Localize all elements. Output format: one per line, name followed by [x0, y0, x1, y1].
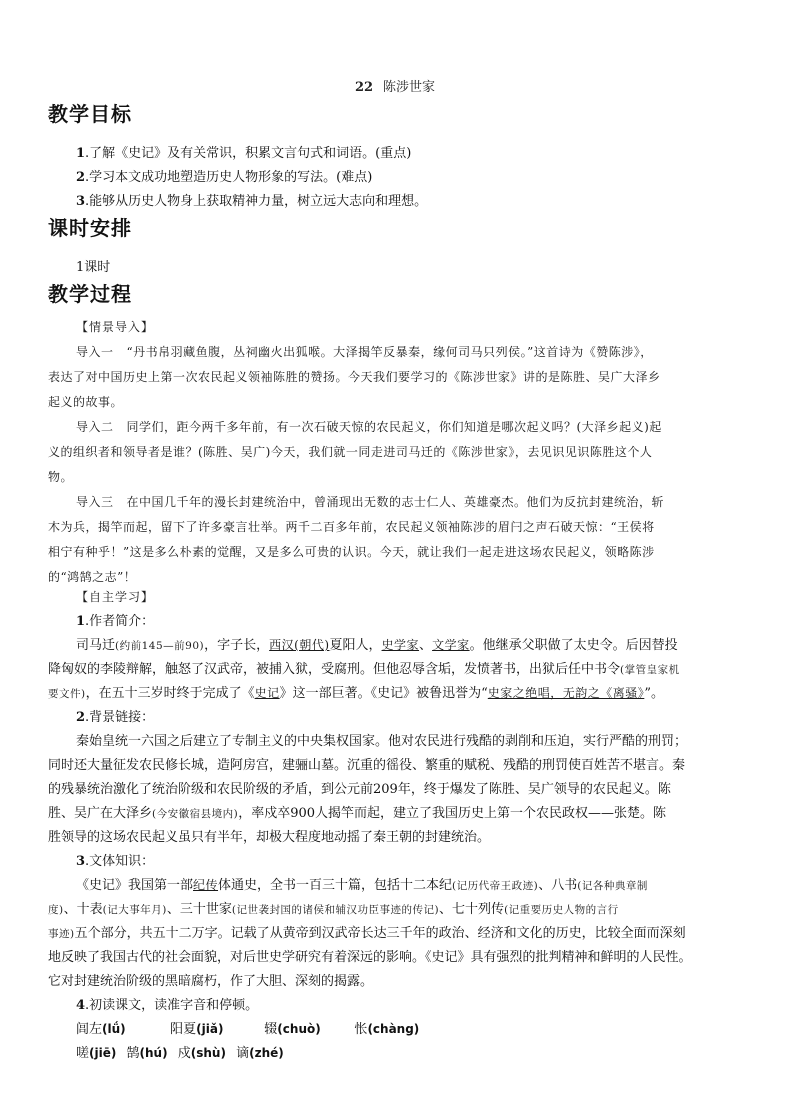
pronunciation-item: 阳夏(jiǎ)	[170, 1022, 224, 1037]
author-line-1: 司马迁(约前145—前90)，字子长，西汉(朝代)夏阳人，史学家、文学家。他继承父职做了太史令。后因替投	[76, 638, 678, 653]
intro-3-line-1: 导入三 在中国几千年的漫长封建统治中，曾涌现出无数的志士仁人、英雄豪杰。他们为反抗封建统治，斩	[76, 495, 664, 509]
intro-1-line-2: 表达了对中国历史上第一次农民起义领袖陈胜的赞扬。今天我们要学习的《陈涉世家》讲的是陈胜、吴广大泽乡	[48, 370, 661, 384]
section-genre-heading: 3.文体知识：	[76, 854, 155, 869]
genre-line-2: 度)、十表(记大事年月)、三十世家(记世袭封国的诸侯和辅汉功臣事迹的传记)、七十列传(记重要历史人物的言行	[48, 902, 619, 917]
pronunciation-item: 怅(chàng)	[354, 1022, 420, 1037]
genre-line-5: 它对封建统治阶级的黑暗腐朽，作了大胆、深刻的揭露。	[48, 974, 374, 989]
intro-2-line-3: 物。	[48, 470, 74, 484]
lesson-number: 22	[354, 80, 374, 95]
pronunciation-row-1	[76, 1018, 419, 1037]
author-line-2: 降匈奴的李陵辩解，触怒了汉武帝，被捕入狱，受腐刑。但他忍辱含垢，发愤著书，出狱后任中书令(掌管皇家机	[48, 662, 680, 677]
heading-schedule: 课时安排	[48, 216, 132, 240]
heading-goals: 教学目标	[48, 102, 132, 126]
intro-tag: 【情景导入】	[76, 320, 155, 334]
background-line-3: 的残暴统治激化了统治阶级和农民阶级的矛盾，到公元前209年，终于爆发了陈胜、吴广领导的农民起义。陈	[48, 782, 671, 797]
author-line-3: 要文件)，在五十三岁时终于完成了《史记》这一部巨著。《史记》被鲁迅誉为“史家之绝唱，无韵之《离骚》”。	[48, 686, 664, 701]
section-author-heading: 1.作者简介：	[76, 614, 155, 629]
goal-item-1: 1.了解《史记》及有关常识，积累文言句式和词语。(重点)	[76, 146, 412, 161]
background-line-1: 秦始皇统一六国之后建立了专制主义的中央集权国家。他对农民进行残酷的剥削和压迫，实行严酷的刑罚；	[76, 734, 688, 749]
goal-item-2: 2.学习本文成功地塑造历史人物形象的写法。(难点)	[76, 170, 373, 185]
intro-3-line-2: 木为兵，揭竿而起，留下了许多豪言壮举。两千二百多年前，农民起义领袖陈涉的眉闩之声石破天惊：“王侯将	[48, 520, 655, 534]
intro-1-line-3: 起义的故事。	[48, 395, 124, 409]
intro-1-line-1: 导入一 “丹书帛羽藏鱼腹，丛祠幽火出狐喉。大泽揭竿反暴秦，缘何司马只列侯。”这首诗为《赞陈涉》，	[76, 345, 653, 359]
pronunciation-item: 嗟(jiē)	[76, 1046, 117, 1061]
heading-process: 教学过程	[48, 282, 132, 306]
intro-2-line-1: 导入二 同学们，距今两千多年前，有一次石破天惊的农民起义，你们知道是哪次起义吗？(大泽乡起义)起	[76, 420, 662, 434]
background-line-5: 胜领导的这场农民起义虽只有半年，却极大程度地动摇了秦王朝的封建统治。	[48, 830, 491, 845]
intro-2-line-2: 义的组织者和领导者是谁？(陈胜、吴广)今天，我们就一同走进司马迁的《陈涉世家》，去见识见识陈胜这个人	[48, 445, 653, 459]
intro-3-line-4: 的“鸿鹄之志”！	[48, 570, 137, 584]
intro-3-line-3: 相宁有种乎！”这是多么朴素的觉醒，又是多么可贵的认识。今天，就让我们一起走进这场农民起义，领略陈涉	[48, 545, 655, 559]
section-reading-heading: 4.初读课文，读准字音和停顿。	[76, 998, 259, 1013]
genre-line-1: 《史记》我国第一部纪传体通史，全书一百三十篇，包括十二本纪(记历代帝王政迹)、八书(记各种典章制	[76, 878, 648, 893]
section-background-heading: 2.背景链接：	[76, 710, 155, 725]
pronunciation-item: 谪(zhé)	[236, 1046, 284, 1061]
lesson-name: 陈涉世家	[383, 80, 436, 95]
lesson-title	[0, 76, 790, 95]
goal-item-3: 3.能够从历史人物身上获取精神力量，树立远大志向和理想。	[76, 194, 428, 209]
pronunciation-item: 辍(chuò)	[264, 1022, 321, 1037]
pronunciation-item: 戍(shù)	[177, 1046, 226, 1061]
pronunciation-item: 闾左(lǘ)	[76, 1022, 126, 1037]
genre-line-3: 事迹)五个部分，共五十二万字。记载了从黄帝到汉武帝长达三千年的政治、经济和文化的历史，比较全面而深刻	[48, 926, 686, 941]
pronunciation-row-2	[76, 1042, 284, 1061]
background-line-4: 胜、吴广在大泽乡(今安徽宿县境内)，率戍卒900人揭竿而起，建立了我国历史上第一个农民政权——张楚。陈	[48, 806, 667, 821]
background-line-2: 同时还大量征发农民修长城，造阿房宫，建骊山墓。沉重的徭役、繁重的赋税、残酷的刑罚使百姓苦不堪言。秦	[48, 758, 686, 773]
study-tag: 【自主学习】	[76, 590, 155, 604]
genre-line-4: 地反映了我国古代的社会面貌，对后世史学研究有着深远的影响。《史记》具有强烈的批判精神和鲜明的人民性。	[48, 950, 692, 965]
pronunciation-item: 鹄(hú)	[126, 1046, 168, 1061]
schedule-text: 1课时	[76, 260, 111, 275]
